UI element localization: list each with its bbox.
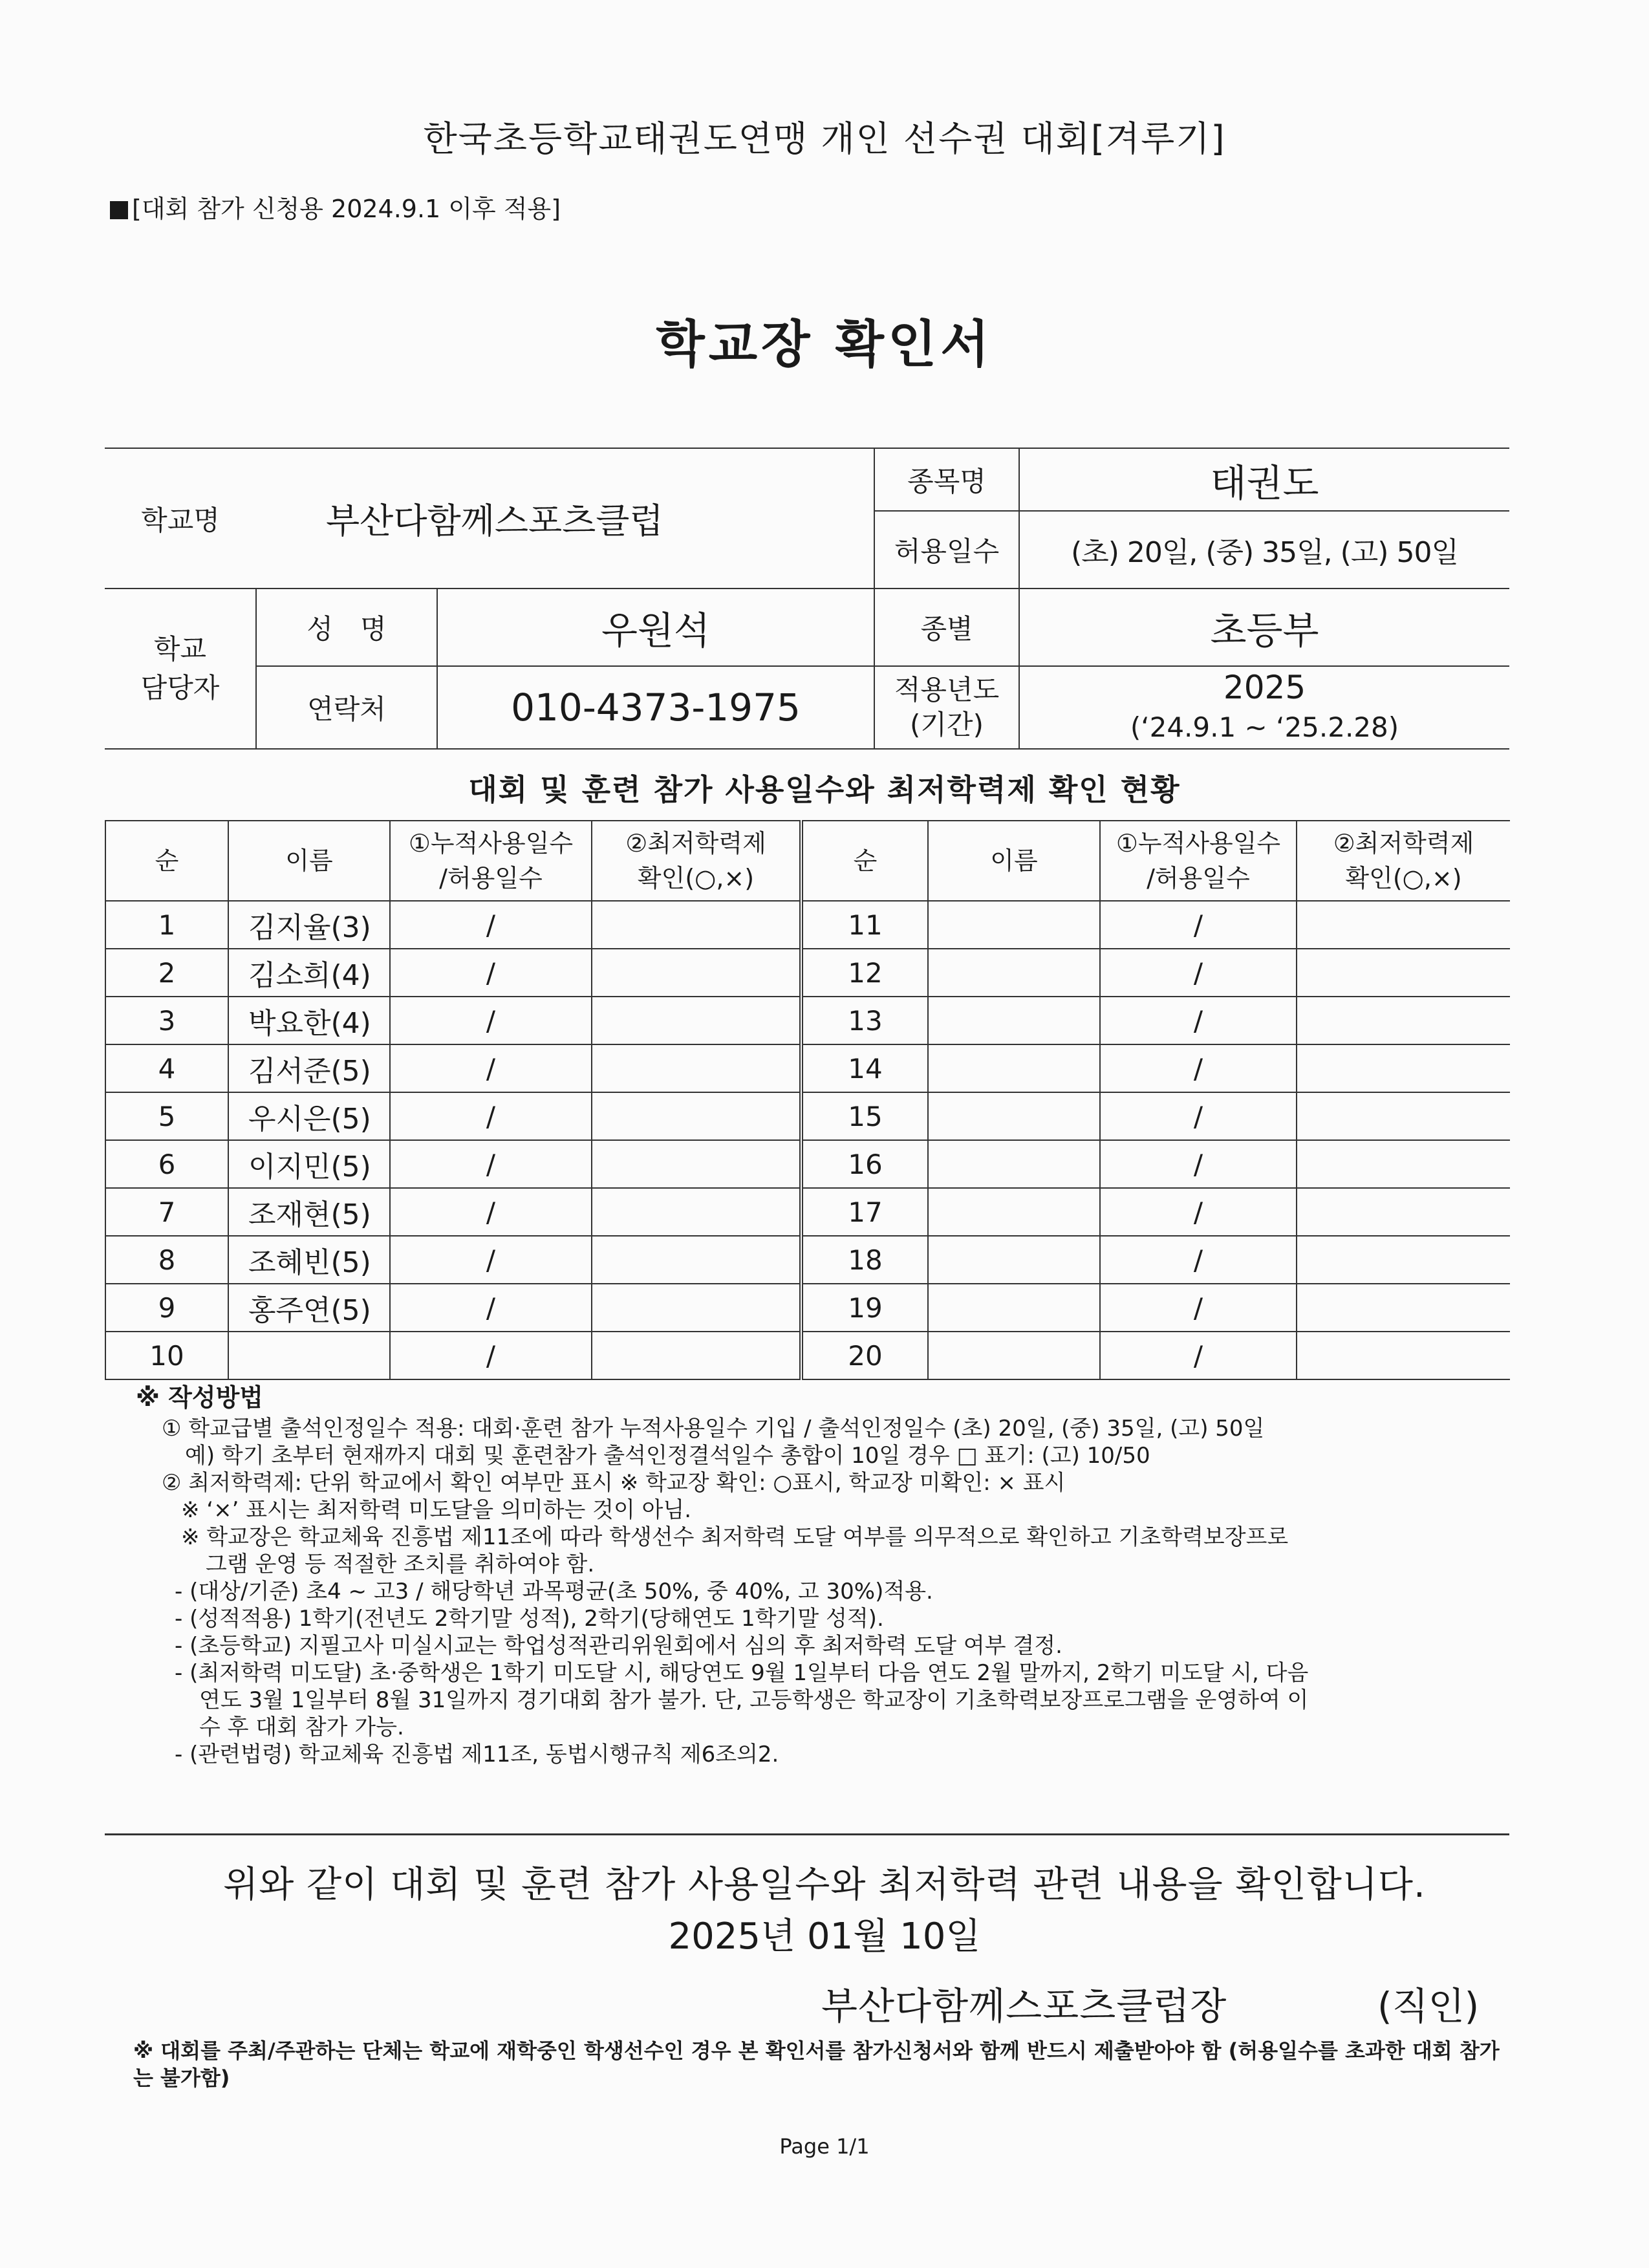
contact-person-label — [105, 589, 256, 749]
page-number: Page 1/1 — [779, 2134, 870, 2159]
instruction-line: ① 학교급별 출석인정일수 적용: 대회·훈련 참가 누적사용일수 기입 / 출석인정일수 (초) 20일, (중) 35일, (고) 50일 — [162, 1416, 1265, 1442]
row-no: 3 — [105, 997, 228, 1044]
row-no-right: 18 — [801, 1236, 928, 1284]
writing-instructions-lines — [129, 1415, 1487, 1768]
row-min-check — [592, 1044, 801, 1092]
applied-period: (‘24.9.1 ~ ‘25.2.28) — [1130, 711, 1399, 743]
official-seal-label: (직인) — [1377, 1984, 1480, 2028]
row-name-right — [928, 1140, 1100, 1188]
row-used-days: / — [390, 1092, 592, 1140]
row-min-check — [592, 1284, 801, 1332]
instruction-line: - (초등학교) 지필고사 미실시교는 학업성적관리위원회에서 심의 후 최저학력 도달 여부 결정. — [175, 1633, 1062, 1659]
applied-year-label-line1: 적용년도 — [894, 674, 1000, 706]
row-no: 7 — [105, 1188, 228, 1236]
row-no-right: 17 — [801, 1188, 928, 1236]
row-used-days-right: / — [1100, 1140, 1297, 1188]
instruction-line: 수 후 대회 참가 가능. — [199, 1714, 404, 1740]
row-name-right — [928, 1284, 1100, 1332]
row-min-check-right — [1297, 901, 1510, 949]
divider — [105, 1833, 1509, 1835]
name-value: 우원석 — [437, 589, 874, 666]
row-no: 9 — [105, 1284, 228, 1332]
instruction-line: 연도 3월 1일부터 8월 31일까지 경기대회 참가 불가. 단, 고등학생은 학교장이 기초학력보장프로그램을 운영하여 이 — [199, 1687, 1309, 1713]
row-min-check — [592, 1092, 801, 1140]
usage-table — [105, 820, 1510, 1380]
row-min-check-right — [1297, 1284, 1510, 1332]
instruction-line: ② 최저학력제: 단위 학교에서 확인 여부만 표시 ※ 학교장 확인: ○표시, 학교장 미확인: × 표시 — [162, 1470, 1066, 1496]
row-name — [228, 1332, 390, 1379]
school-info-table — [105, 448, 1509, 750]
row-used-days: / — [390, 901, 592, 949]
row-no: 6 — [105, 1140, 228, 1188]
school-name-value: 부산다함께스포츠클럽 — [256, 448, 874, 589]
instruction-line: 그램 운영 등 적절한 조치를 취하여야 함. — [206, 1551, 595, 1577]
writing-instructions — [129, 1384, 1487, 1768]
application-note-text: [대회 참가 신청용 2024.9.1 이후 적용] — [132, 195, 561, 223]
row-no-right: 20 — [801, 1332, 928, 1379]
row-name: 이지민(5) — [228, 1140, 390, 1188]
row-name-right — [928, 1092, 1100, 1140]
row-min-check — [592, 997, 801, 1044]
usage-section-title: 대회 및 훈련 참가 사용일수와 최저학력제 확인 현황 — [468, 772, 1181, 807]
document-title: 학교장 확인서 — [656, 316, 993, 374]
writing-instructions-heading: ※ 작성방법 — [136, 1383, 264, 1412]
table-row — [105, 997, 1510, 1044]
row-used-days: / — [390, 1140, 592, 1188]
col-no: 순 — [105, 821, 228, 901]
row-used-days-right: / — [1100, 1044, 1297, 1092]
row-name: 김서준(5) — [228, 1044, 390, 1092]
row-used-days: / — [390, 1284, 592, 1332]
phone-label: 연락처 — [256, 666, 437, 749]
row-min-check-right — [1297, 997, 1510, 1044]
row-name-right — [928, 949, 1100, 997]
application-note — [110, 189, 561, 224]
row-used-days: / — [390, 1044, 592, 1092]
applied-year: 2025 — [1223, 669, 1306, 706]
row-no-right: 19 — [801, 1284, 928, 1332]
row-min-check-right — [1297, 949, 1510, 997]
col-used-right — [1100, 821, 1297, 901]
applied-year-label — [874, 666, 1019, 749]
row-name: 홍주연(5) — [228, 1284, 390, 1332]
col-used-right-line1: ①누적사용일수 — [1116, 829, 1281, 858]
row-used-days: / — [390, 949, 592, 997]
row-min-check — [592, 949, 801, 997]
row-min-check — [592, 901, 801, 949]
row-no-right: 16 — [801, 1140, 928, 1188]
category-label: 종별 — [874, 589, 1019, 666]
usage-table-body — [105, 901, 1510, 1379]
row-name-right — [928, 1332, 1100, 1379]
table-row — [105, 1188, 1510, 1236]
table-row — [105, 949, 1510, 997]
applied-year-label-line2: (기간) — [910, 709, 984, 740]
row-no: 4 — [105, 1044, 228, 1092]
row-min-check-right — [1297, 1092, 1510, 1140]
row-used-days: / — [390, 1236, 592, 1284]
phone-value: 010-4373-1975 — [437, 666, 874, 749]
row-no: 2 — [105, 949, 228, 997]
row-no: 5 — [105, 1092, 228, 1140]
name-label: 성 명 — [256, 589, 437, 666]
applied-year-value — [1019, 666, 1509, 749]
col-used-line1: ①누적사용일수 — [408, 829, 574, 858]
row-used-days-right: / — [1100, 1332, 1297, 1379]
row-used-days-right: / — [1100, 1284, 1297, 1332]
row-name: 김소희(4) — [228, 949, 390, 997]
col-min-line2: 확인(○,×) — [637, 864, 755, 892]
col-name: 이름 — [228, 821, 390, 901]
contact-person-label-line1: 학교 — [153, 633, 207, 665]
row-min-check — [592, 1332, 801, 1379]
table-row — [105, 1092, 1510, 1140]
row-name-right — [928, 901, 1100, 949]
instruction-line: - (대상/기준) 초4 ~ 고3 / 해당학년 과목평균(초 50%, 중 40%, 고 30%)적용. — [175, 1579, 933, 1604]
col-min-right-line2: 확인(○,×) — [1345, 864, 1462, 892]
association-title: 한국초등학교태권도연맹 개인 선수권 대회[겨루기] — [423, 118, 1226, 159]
row-used-days: / — [390, 1188, 592, 1236]
instruction-line: - (관련법령) 학교체육 진흥법 제11조, 동법시행규칙 제6조의2. — [175, 1742, 779, 1767]
row-min-check-right — [1297, 1332, 1510, 1379]
row-used-days-right: / — [1100, 949, 1297, 997]
instruction-line: - (성적적용) 1학기(전년도 2학기말 성적), 2학기(당해연도 1학기말 성적). — [175, 1606, 884, 1632]
table-row — [105, 1140, 1510, 1188]
row-name: 조혜빈(5) — [228, 1236, 390, 1284]
row-no-right: 15 — [801, 1092, 928, 1140]
col-used — [390, 821, 592, 901]
col-min-right-line1: ②최저학력제 — [1333, 829, 1474, 858]
col-used-line2: /허용일수 — [439, 864, 543, 892]
row-no-right: 13 — [801, 997, 928, 1044]
allowed-days-value: (초) 20일, (중) 35일, (고) 50일 — [1019, 511, 1509, 589]
row-min-check-right — [1297, 1236, 1510, 1284]
row-used-days: / — [390, 997, 592, 1044]
row-no: 8 — [105, 1236, 228, 1284]
instruction-line: ※ 학교장은 학교체육 진흥법 제11조에 따라 학생선수 최저학력 도달 여부를 의무적으로 확인하고 기초학력보장프로 — [181, 1524, 1289, 1550]
event-value: 태권도 — [1019, 448, 1509, 511]
row-name: 박요한(4) — [228, 997, 390, 1044]
table-row — [105, 1284, 1510, 1332]
instruction-line: 예) 학기 초부터 현재까지 대회 및 훈련참가 출석인정결석일수 총합이 10일 경우 □ 표기: (고) 10/50 — [185, 1443, 1150, 1469]
row-min-check — [592, 1140, 801, 1188]
row-min-check — [592, 1188, 801, 1236]
row-min-check-right — [1297, 1188, 1510, 1236]
col-min-line1: ②최저학력제 — [625, 829, 766, 858]
confirmation-statement: 위와 같이 대회 및 훈련 참가 사용일수와 최저학력 관련 내용을 확인합니다. — [223, 1864, 1426, 1906]
row-name-right — [928, 997, 1100, 1044]
table-row — [105, 1044, 1510, 1092]
table-row — [105, 1236, 1510, 1284]
contact-person-label-line2: 담당자 — [140, 672, 220, 704]
row-min-check-right — [1297, 1044, 1510, 1092]
row-no-right: 11 — [801, 901, 928, 949]
row-min-check-right — [1297, 1140, 1510, 1188]
instruction-line: ※ ‘×’ 표시는 최저학력 미도달을 의미하는 것이 아님. — [181, 1497, 692, 1523]
allowed-days-label: 허용일수 — [874, 511, 1019, 589]
col-no-right: 순 — [801, 821, 928, 901]
row-used-days-right: / — [1100, 1188, 1297, 1236]
usage-table-header — [105, 821, 1510, 901]
row-name-right — [928, 1044, 1100, 1092]
row-used-days-right: / — [1100, 1236, 1297, 1284]
category-value: 초등부 — [1019, 589, 1509, 666]
table-row — [105, 901, 1510, 949]
signer-name: 부산다함께스포츠클럽장 — [821, 1984, 1227, 2028]
row-min-check — [592, 1236, 801, 1284]
row-no: 1 — [105, 901, 228, 949]
instruction-line: - (최저학력 미도달) 초·중학생은 1학기 미도달 시, 해당연도 9월 1일부터 다음 연도 2월 말까지, 2학기 미도달 시, 다음 — [175, 1660, 1309, 1686]
row-used-days-right: / — [1100, 1092, 1297, 1140]
event-label: 종목명 — [874, 448, 1019, 511]
row-name: 조재현(5) — [228, 1188, 390, 1236]
school-name-label: 학교명 — [105, 448, 256, 589]
footer-note: ※ 대회를 주최/주관하는 단체는 학교에 재학중인 학생선수인 경우 본 확인서를 참가신청서와 함께 반드시 제출받아야 함 (허용일수를 초과한 대회 참가는 불가함) — [133, 2038, 1500, 2090]
row-used-days-right: / — [1100, 901, 1297, 949]
row-no-right: 14 — [801, 1044, 928, 1092]
row-no-right: 12 — [801, 949, 928, 997]
row-name: 김지율(3) — [228, 901, 390, 949]
row-no: 10 — [105, 1332, 228, 1379]
row-name-right — [928, 1188, 1100, 1236]
table-row — [105, 1332, 1510, 1379]
row-used-days-right: / — [1100, 997, 1297, 1044]
row-name-right — [928, 1236, 1100, 1284]
row-name: 우시은(5) — [228, 1092, 390, 1140]
col-used-right-line2: /허용일수 — [1147, 864, 1250, 892]
col-min — [592, 821, 801, 901]
row-used-days: / — [390, 1332, 592, 1379]
square-bullet-icon — [110, 201, 128, 219]
col-name-right: 이름 — [928, 821, 1100, 901]
col-min-right — [1297, 821, 1510, 901]
confirmation-date: 2025년 01월 10일 — [668, 1916, 981, 1958]
